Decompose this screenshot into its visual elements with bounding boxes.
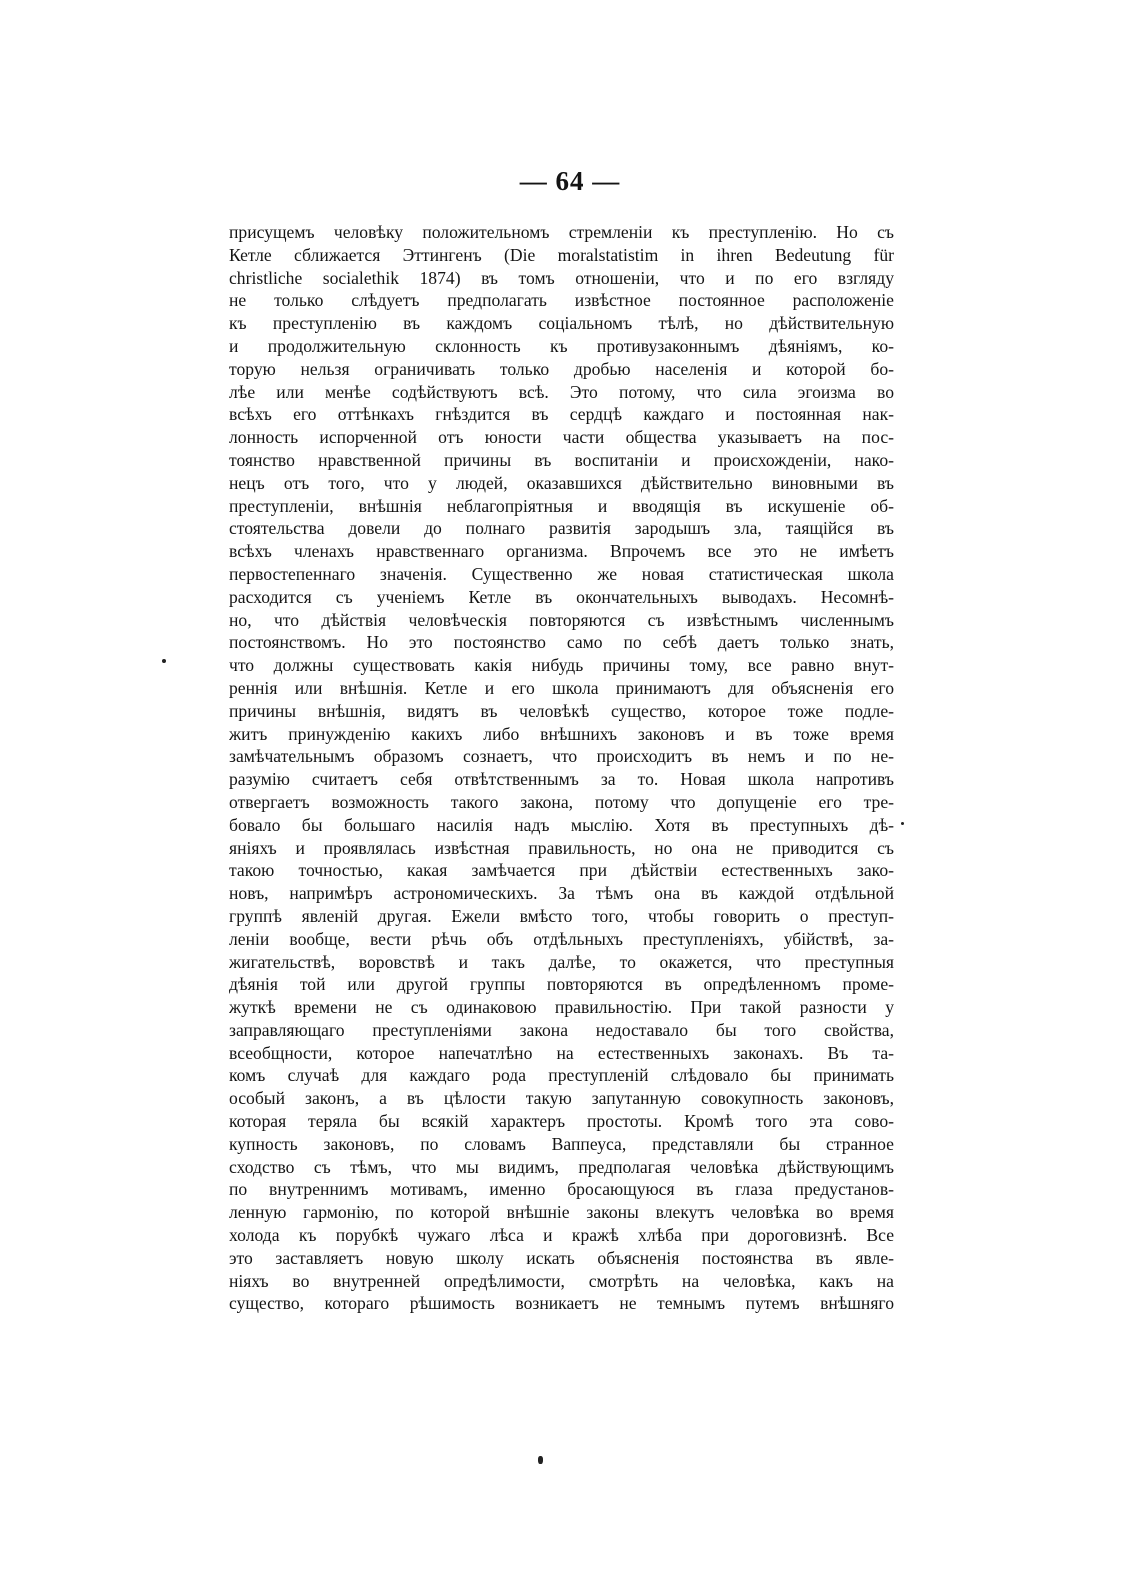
- text-line: разумію считаетъ себя отвѣтственнымъ за то. Новая школа напротивъ: [229, 769, 894, 790]
- text-line: причины внѣшнія, видятъ въ человѣкѣ существо, которое тоже подле-: [229, 700, 894, 721]
- text-line: это заставляетъ новую школу искать объясненія постоянства въ явле-: [229, 1247, 894, 1268]
- text-line: жуткѣ времени не съ одинаковою правильностію. При такой разности у: [229, 997, 894, 1018]
- text-line: и продолжительную склонность къ противузаконнымъ дѣяніямъ, ко-: [229, 335, 894, 356]
- text-line: особый законъ, а въ цѣлости такую запутанную совокупность законовъ,: [229, 1088, 894, 1109]
- text-line: расходится съ ученіемъ Кетле въ окончательныхъ выводахъ. Несомнѣ-: [229, 586, 894, 607]
- ink-speck: [538, 1456, 543, 1464]
- text-line: комъ случаѣ для каждаго рода преступленій слѣдовало бы принимать: [229, 1065, 894, 1086]
- text-line: къ преступленію въ каждомъ соціальномъ тѣлѣ, но дѣйствительную: [229, 313, 894, 334]
- ink-speck: [901, 822, 904, 825]
- text-line: лѣе или менѣе содѣйствуютъ всѣ. Это потому, что сила эгоизма во: [229, 381, 894, 402]
- body-text: [229, 221, 894, 1315]
- text-line: замѣчательнымъ образомъ сознаетъ, что происходитъ въ немъ и по не-: [229, 746, 894, 767]
- text-line: бовало бы большаго насилія надъ мыслію. Хотя въ преступныхъ дѣ-: [229, 814, 894, 835]
- text-line: новъ, напримѣръ астрономическихъ. За тѣмъ она въ каждой отдѣльной: [229, 883, 894, 904]
- text-line: всѣхъ его оттѣнкахъ гнѣздится въ сердцѣ каждаго и постоянная нак-: [229, 404, 894, 425]
- text-line: ніяхъ во внутренней опредѣлимости, смотрѣть на человѣка, какъ на: [229, 1270, 894, 1291]
- text-line: существо, котораго рѣшимость возникаетъ не темнымъ путемъ внѣшняго: [229, 1293, 894, 1314]
- text-line: жигательствѣ, воровствѣ и такъ далѣе, то окажется, что преступныя: [229, 951, 894, 972]
- text-line: сходство съ тѣмъ, что мы видимъ, предполагая человѣка дѣйствующимъ: [229, 1156, 894, 1177]
- text-line: купность законовъ, по словамъ Ваппеуса, представляли бы странное: [229, 1133, 894, 1154]
- text-line: всѣхъ членахъ нравственнаго организма. Впрочемъ все это не имѣетъ: [229, 541, 894, 562]
- text-line: реннія или внѣшнія. Кетле и его школа принимаютъ для объясненія его: [229, 677, 894, 698]
- text-line: леніи вообще, вести рѣчь объ отдѣльныхъ преступленіяхъ, убійствѣ, за-: [229, 928, 894, 949]
- ink-speck: [162, 659, 166, 663]
- text-line: первостепеннаго значенія. Существенно же новая статистическая школа: [229, 563, 894, 584]
- page-number: — 64 —: [519, 166, 621, 196]
- text-line: по внутреннимъ мотивамъ, именно бросающуюся въ глаза предустанов-: [229, 1179, 894, 1200]
- text-line: нецъ отъ того, что у людей, оказавшихся дѣйствительно виновными въ: [229, 472, 894, 493]
- text-line: группѣ явленій другая. Ежели вмѣсто того, чтобы говорить о преступ-: [229, 905, 894, 926]
- text-line: холода къ порубкѣ чужаго лѣса и кражѣ хлѣба при дороговизнѣ. Все: [229, 1225, 894, 1246]
- text-line: постоянствомъ. Но это постоянство само по себѣ даетъ только знать,: [229, 632, 894, 653]
- text-line: отвергаетъ возможность такого закона, потому что допущеніе его тре-: [229, 791, 894, 812]
- text-line: лонность испорченной отъ юности части общества указываетъ на пос-: [229, 427, 894, 448]
- text-line: житъ принужденію какихъ либо внѣшнихъ законовъ и въ тоже время: [229, 723, 894, 744]
- text-line: всеобщности, которое напечатлѣно на естественныхъ законахъ. Въ та-: [229, 1042, 894, 1063]
- text-line: преступленіи, внѣшнія неблагопріятныя и вводящія въ искушеніе об-: [229, 495, 894, 516]
- text-line: такою точностью, какая замѣчается при дѣйствіи естественныхъ зако-: [229, 860, 894, 881]
- text-line: ленную гармонію, по которой внѣшніе законы влекутъ человѣка во время: [229, 1202, 894, 1223]
- text-line: яніяхъ и проявлялась извѣстная правильность, но она не приводится съ: [229, 837, 894, 858]
- text-line: дѣянія той или другой группы повторяются въ опредѣленномъ проме-: [229, 974, 894, 995]
- text-line: но, что дѣйствія человѣческія повторяются съ извѣстнымъ численнымъ: [229, 609, 894, 630]
- text-line: Кетле сближается Эттингенъ (Die moralstatistim in ihren Bedeutung für: [229, 244, 894, 265]
- text-line: что должны существовать какія нибудь причины тому, все равно внут-: [229, 655, 894, 676]
- text-line: присущемъ человѣку положительномъ стремленіи къ преступленію. Но съ: [229, 222, 894, 242]
- text-line: которая теряла бы всякій характеръ простоты. Кромѣ того эта сово-: [229, 1111, 894, 1132]
- text-line: стоятельства довели до полнаго развитія зародышъ зла, таящійся въ: [229, 518, 894, 539]
- text-line: тоянство нравственной причины въ воспитаніи и происхожденіи, нако-: [229, 449, 894, 470]
- text-line: christliche socialethik 1874) въ томъ отношеніи, что и по его взгляду: [229, 267, 894, 288]
- text-line: заправляющаго преступленіями закона недоставало бы того свойства,: [229, 1019, 894, 1040]
- text-line: не только слѣдуетъ предполагать извѣстное постоянное расположеніе: [229, 290, 894, 311]
- text-line: торую нельзя ограничивать только дробью населенія и которой бо-: [229, 358, 894, 379]
